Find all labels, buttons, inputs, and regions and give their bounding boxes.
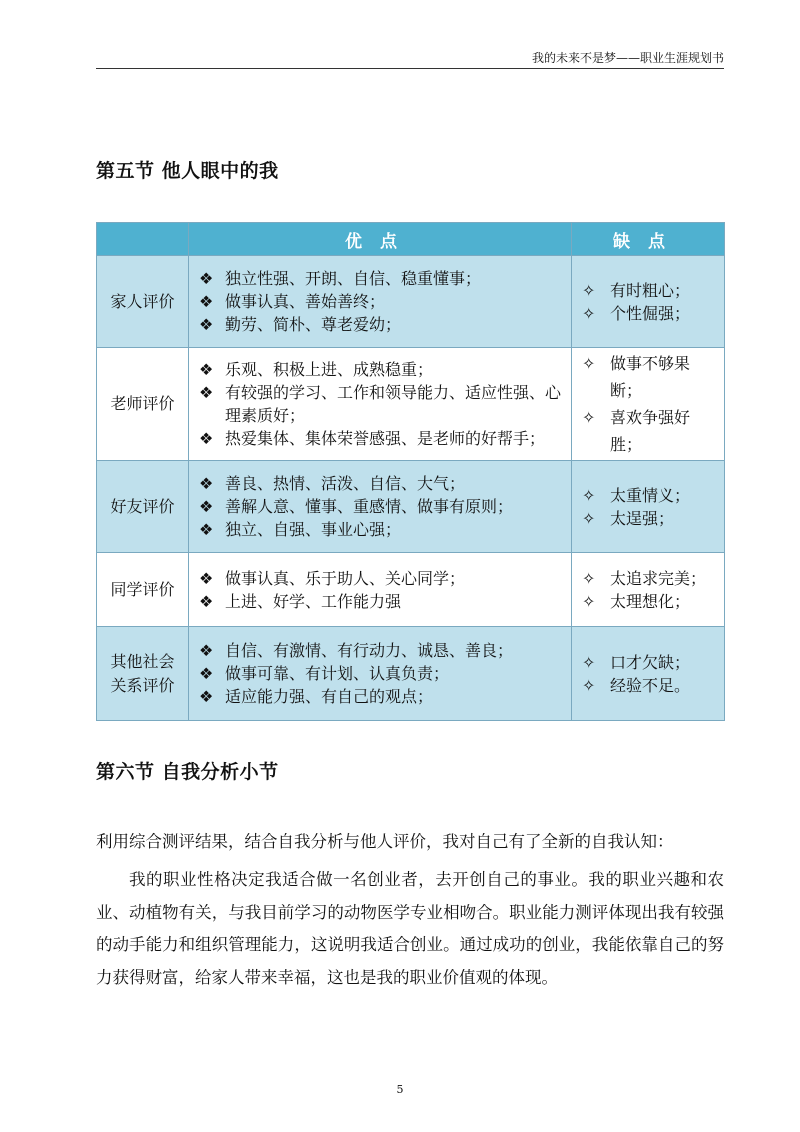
cons-item — [582, 507, 718, 530]
pros-item — [199, 567, 565, 590]
row-label: 好友评价 — [110, 496, 175, 516]
pros-cell — [189, 627, 572, 721]
row-label-cell — [97, 553, 189, 627]
pros-item — [199, 472, 565, 495]
table-row — [97, 627, 725, 721]
header-title: 我的未来不是梦——职业生涯规划书 — [531, 51, 724, 65]
pros-item — [199, 639, 565, 662]
cons-text: 口才欠缺； — [610, 652, 691, 672]
cons-text: 做事不够果断； — [610, 354, 691, 400]
pros-item — [199, 427, 565, 450]
pros-item — [199, 290, 565, 313]
row-label-cell — [97, 348, 189, 461]
evaluation-table — [96, 222, 725, 721]
table-row — [97, 461, 725, 553]
pros-text: 独立、自强、事业心强； — [225, 520, 402, 539]
row-label-cell — [97, 461, 189, 553]
page-number: 5 — [396, 1083, 404, 1096]
cons-item — [582, 567, 718, 590]
cons-item — [582, 651, 718, 674]
pros-text: 勤劳、简朴、尊老爱幼； — [225, 315, 402, 334]
table-row — [97, 348, 725, 461]
cons-cell — [572, 461, 725, 553]
outline-diamond-bullet-icon: ✧ — [582, 485, 596, 505]
page-header — [96, 50, 724, 69]
cons-cell — [572, 256, 725, 348]
filled-diamond-bullet-icon: ❖ — [199, 591, 214, 611]
pros-item — [199, 358, 565, 381]
cons-text: 太逞强； — [610, 508, 675, 528]
outline-diamond-bullet-icon: ✧ — [582, 568, 596, 588]
table-header-row — [97, 223, 725, 256]
pros-text: 上进、好学、工作能力强 — [225, 591, 402, 611]
pros-text: 热爱集体、集体荣誉感强、是老师的好帮手； — [225, 429, 546, 448]
outline-diamond-bullet-icon: ✧ — [582, 508, 596, 528]
row-label: 家人评价 — [110, 291, 175, 311]
outline-diamond-bullet-icon: ✧ — [582, 408, 596, 427]
table-row — [97, 256, 725, 348]
cons-text: 个性倔强； — [610, 303, 691, 323]
cons-item — [582, 484, 718, 507]
cons-cell — [572, 627, 725, 721]
filled-diamond-bullet-icon: ❖ — [199, 520, 214, 539]
section-5-title: 第五节 他人眼中的我 — [96, 160, 279, 182]
pros-item — [199, 662, 565, 685]
summary-lead-sentence: 利用综合测评结果，结合自我分析与他人评价，我对自己有了全新的自我认知： — [96, 832, 674, 851]
pros-text: 做事可靠、有计划、认真负责； — [225, 664, 450, 683]
cons-item — [582, 404, 718, 458]
pros-text: 有较强的学习、工作和领导能力、适应性强、心理素质好； — [225, 383, 562, 425]
row-label-cell — [97, 256, 189, 348]
table-row — [97, 553, 725, 627]
cons-text: 喜欢争强好胜； — [610, 408, 691, 454]
outline-diamond-bullet-icon: ✧ — [582, 591, 596, 611]
row-label-cell — [97, 627, 189, 721]
outline-diamond-bullet-icon: ✧ — [582, 303, 596, 323]
filled-diamond-bullet-icon: ❖ — [199, 568, 214, 588]
pros-text: 自信、有激情、有行动力、诚恳、善良； — [225, 641, 514, 660]
pros-item — [199, 518, 565, 541]
pros-item — [199, 685, 565, 708]
pros-text: 独立性强、开朗、自信、稳重懂事； — [225, 269, 482, 288]
cons-item — [582, 590, 718, 613]
pros-item — [199, 313, 565, 336]
filled-diamond-bullet-icon: ❖ — [199, 360, 214, 379]
section-6-title: 第六节 自我分析小节 — [96, 761, 279, 783]
cons-item — [582, 279, 718, 302]
cons-text: 有时粗心； — [610, 280, 691, 300]
pros-cell — [189, 553, 572, 627]
filled-diamond-bullet-icon: ❖ — [199, 474, 214, 493]
filled-diamond-bullet-icon: ❖ — [199, 687, 214, 706]
header-corner-cell — [97, 223, 189, 256]
outline-diamond-bullet-icon: ✧ — [582, 652, 596, 672]
cons-text: 经验不足。 — [610, 675, 691, 695]
cons-text: 太理想化； — [610, 591, 691, 611]
filled-diamond-bullet-icon: ❖ — [199, 269, 214, 288]
cons-text: 太重情义； — [610, 485, 691, 505]
outline-diamond-bullet-icon: ✧ — [582, 354, 596, 373]
outline-diamond-bullet-icon: ✧ — [582, 675, 596, 695]
cons-cell — [572, 348, 725, 461]
filled-diamond-bullet-icon: ❖ — [199, 383, 214, 402]
filled-diamond-bullet-icon: ❖ — [199, 497, 214, 516]
filled-diamond-bullet-icon: ❖ — [199, 292, 214, 311]
row-label: 老师评价 — [110, 394, 175, 413]
pros-text: 做事认真、乐于助人、关心同学； — [225, 568, 466, 588]
pros-text: 做事认真、善始善终； — [225, 292, 386, 311]
pros-text: 善良、热情、活泼、自信、大气； — [225, 474, 466, 493]
filled-diamond-bullet-icon: ❖ — [199, 315, 214, 334]
pros-text: 乐观、积极上进、成熟稳重； — [225, 360, 434, 379]
pros-cell — [189, 348, 572, 461]
column-header-cons: 缺点 — [572, 223, 725, 256]
pros-item — [199, 267, 565, 290]
row-label: 同学评价 — [110, 579, 175, 599]
pros-cell — [189, 256, 572, 348]
pros-cell — [189, 461, 572, 553]
outline-diamond-bullet-icon: ✧ — [582, 280, 596, 300]
cons-item — [582, 350, 718, 404]
cons-item — [582, 302, 718, 325]
pros-text: 善解人意、懂事、重感情、做事有原则； — [225, 497, 514, 516]
row-label: 其他社会关系评价 — [110, 651, 175, 695]
summary-paragraph: 我的职业性格决定我适合做一名创业者，去开创自己的事业。我的职业兴趣和农业、动植物有关，与我目前学习的动物医学专业相吻合。职业能力测评体现出我有较强的动手能力和组织管理能力，这说明我适合创业。通过成功的创业，我能依靠自己的努力获得财富，给家人带来幸福，这也是我的职业价值观的体现。 — [96, 870, 724, 987]
cons-item — [582, 674, 718, 697]
pros-item — [199, 495, 565, 518]
pros-item — [199, 590, 565, 613]
filled-diamond-bullet-icon: ❖ — [199, 641, 214, 660]
cons-cell — [572, 553, 725, 627]
column-header-pros: 优点 — [189, 223, 572, 256]
pros-item — [199, 381, 565, 427]
filled-diamond-bullet-icon: ❖ — [199, 429, 214, 448]
cons-text: 太追求完美； — [610, 568, 707, 588]
filled-diamond-bullet-icon: ❖ — [199, 664, 214, 683]
pros-text: 适应能力强、有自己的观点； — [225, 687, 434, 706]
